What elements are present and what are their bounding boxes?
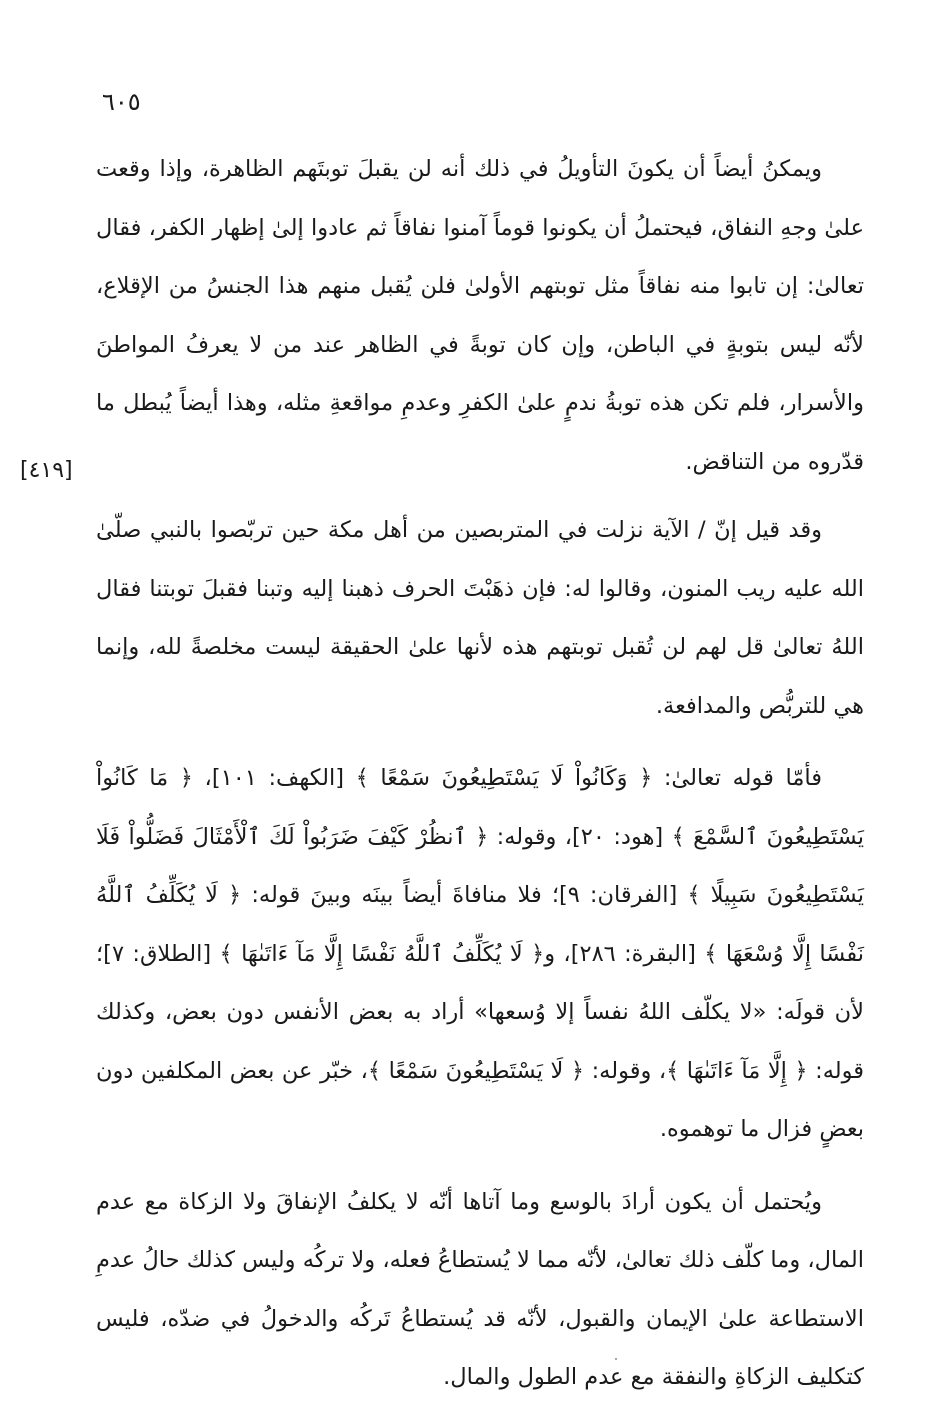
paragraph-4: ويُحتمل أن يكون أرادَ بالوسع وما آتاها أنّه لا يكلفُ الإنفاقَ ولا الزكاة مع عدم المال، وما كلّف ذلك تعالىٰ، لأنّه مما لا يُستطاعُ فعله، ولا تركُه وليس كذلك حالُ عدمِ الاستطاعة علىٰ الإيمان والقبول، لأنّه قد يُستطاعُ تَركُه والدخولُ في ضدّه، فليس كتكليف الزكاةِ والنفقة مع عدم الطول والمال. <box>96 1188 864 1390</box>
scan-speck <box>615 1358 617 1360</box>
marginal-reference: [٤١٩] <box>20 458 73 483</box>
paragraph-3: فأمّا قوله تعالىٰ: ﴿ وَكَانُواْ لَا يَسْتَطِيعُونَ سَمْعًا ﴾ [الكهف: ١٠١]، ﴿ مَا كَانُواْ يَسْتَطِيعُونَ ٱلسَّمْعَ ﴾ [هود: ٢٠]، وقوله: ﴿ ٱنظُرْ كَيْفَ ضَرَبُواْ لَكَ ٱلْأَمْثَالَ فَضَلُّواْ فَلَا يَسْتَطِيعُونَ سَبِيلًا ﴾ [الفرقان: ٩]؛ فلا منافاةَ أيضاً بينَه وبينَ قوله: ﴿ لَا يُكَلِّفُ ٱللَّهُ نَفْسًا إِلَّا وُسْعَهَا ﴾ [البقرة: ٢٨٦]، و﴿ لَا يُكَلِّفُ ٱللَّهُ نَفْسًا إِلَّا مَآ ءَاتَىٰهَا ﴾ [الطلاق: ٧]؛ لأن قولَه: «لا يكلّف اللهُ نفساً إلا وُسعها» أراد به بعض الأنفس دون بعض، وكذلك قوله: ﴿ إِلَّا مَآ ءَاتَىٰهَا ﴾، وقوله: ﴿ لَا يَسْتَطِيعُونَ سَمْعًا ﴾، خبّر عن بعض المكلفين دون بعضٍ فزال ما توهموه. <box>96 765 864 1142</box>
page-number: ٦٠٥ <box>102 88 141 116</box>
paragraph-2: وقد قيل إنّ / الآية نزلت في المتربصين من أهل مكة حين تربّصوا بالنبي صلّىٰ الله عليه ريب المنون، وقالوا له: فإن ذهَبْتَ الحرف ذهبنا إليه وتبنا فقبلَ توبتنا فقال اللهُ تعالىٰ قل لهم لن تُقبل توبتهم هذه لأنها علىٰ الحقيقة ليست مخلصةً لله، وإنما هي للتربُّص والمدافعة. <box>96 517 864 719</box>
main-text <box>96 140 864 1407</box>
paragraph-1: ويمكنُ أيضاً أن يكونَ التأويلُ في ذلك أنه لن يقبلَ توبتَهم الظاهرة، وإذا وقعت علىٰ وجهِ النفاق، فيحتملُ أن يكونوا قوماً آمنوا نفاقاً ثم عادوا إلىٰ إظهار الكفر، فقال تعالىٰ: إن تابوا منه نفاقاً مثل توبتهم الأولىٰ فلن يُقبل منهم هذا الجنسُ من الإقلاع، لأنّه ليس بتوبةٍ في الباطن، وإن كان توبةً في الظاهر عند من لا يعرفُ المواطنَ والأسرار، فلم تكن هذه توبةُ ندمٍ علىٰ الكفرِ وعدمِ مواقعةِ مثله، وهذا أيضاً يُبطل ما قدّروه من التناقض. <box>96 156 864 475</box>
